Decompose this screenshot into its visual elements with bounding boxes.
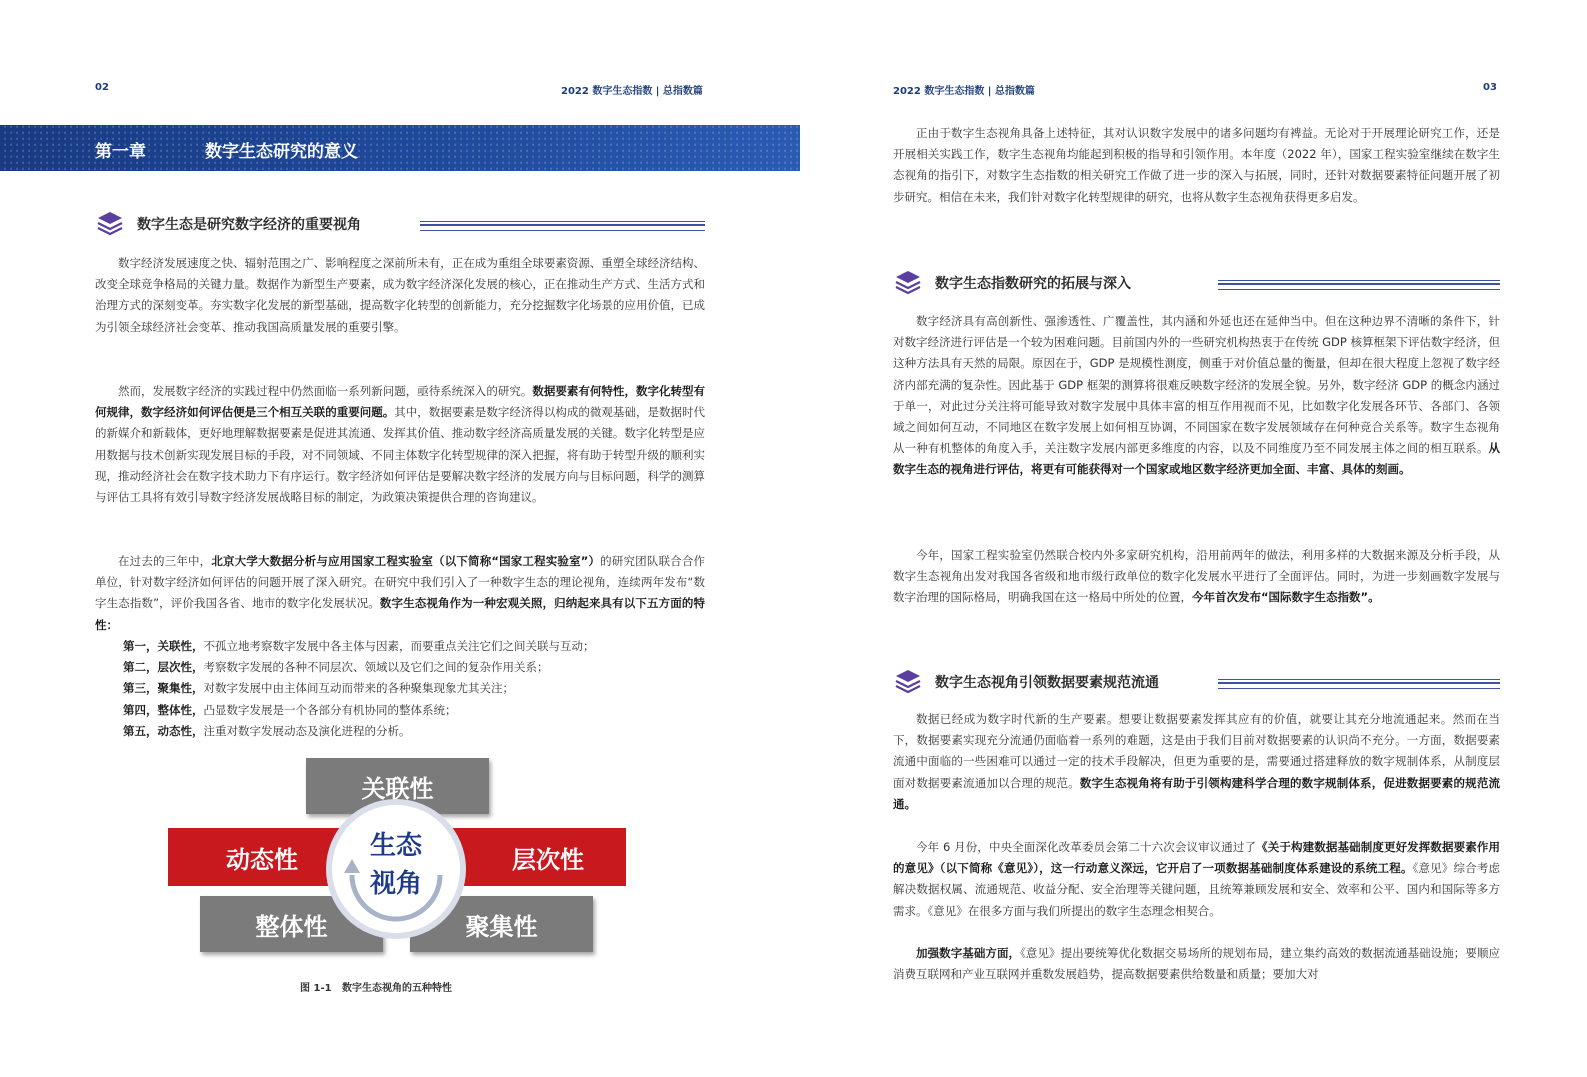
center-circle xyxy=(332,805,460,933)
trait-item xyxy=(95,636,705,657)
trait-item xyxy=(95,678,705,699)
figure-caption xyxy=(300,979,452,994)
paragraph-2 xyxy=(95,381,705,508)
paragraph-3-text-a: 在过去的三年中， xyxy=(118,554,212,568)
paragraph-7 xyxy=(893,837,1500,922)
traits-list xyxy=(95,636,705,742)
paragraph-2-text-c: 其中，数据要素是数字经济得以构成的微观基础，是数据时代的新媒介和新载体，更好地理解数据要素是促进其流通、发挥其价值、推动数字经济高质量发展的关键。数字化转型是应用数据与技术创新实现发展目标的手段，对不同领域、不同主体数字化转型规律的深入把握，将有助于转型升级的顺利实现，推动经济社会在数字技术助力下有序运行。数字经济如何评估是要解决数字经济的发展方向与目标问题，科学的测算与评估工具将有效引导数字经济发展战略目标的制定，为政策决策提供合理的咨询建议。 xyxy=(95,405,705,505)
trait-label: 第二，层次性， xyxy=(123,660,204,675)
trait-item xyxy=(95,657,705,678)
five-traits-diagram xyxy=(168,758,626,963)
paragraph-intro: 正由于数字生态视角具备上述特征，其对认识数字发展中的诸多问题均有裨益。无论对于开展理论研究工作，还是开展相关实践工作，数字生态视角均能起到积极的指导和引领作用。本年度（2022 年），国家工程实验室继续在数字生态视角的指引下，对数字生态指数的相关研究工作做了进一步的深入与拓展，同时，还针对数据要素特征问题开展了初步研究。相信在未来，我们针对数字化转型规律的研究，也将从数字生态视角获得更多启发。 xyxy=(893,126,1500,204)
section-rule xyxy=(1218,679,1500,689)
trait-text: 凸显数字发展是一个各部分有机协同的整体系统； xyxy=(203,702,457,717)
left-running-head: 2022 数字生态指数 | 总指数篇 xyxy=(561,86,703,97)
tile-wholeness: 整体性 xyxy=(200,896,383,952)
section-title: 数字生态视角引领数据要素规范流通 xyxy=(935,675,1159,691)
paragraph-3-bold-b: 北京大学大数据分析与应用国家工程实验室（以下简称“国家工程实验室”） xyxy=(211,554,601,568)
trait-label: 第三，聚集性， xyxy=(123,681,204,696)
trait-text: 不孤立地考察数字发展中各主体与因素，而要重点关注它们之间关联与互动； xyxy=(203,639,595,653)
figure-title: 数字生态视角的五种特性 xyxy=(342,983,453,994)
section-heading-1 xyxy=(95,209,705,237)
chapter-title: 数字生态研究的意义 xyxy=(205,142,358,162)
paragraph-8-text: 《意见》提出要统筹优化数据交易场所的规划布局，建立集约高效的数据流通基础设施；要顺应消费互联网和产业互联网并重数发展趋势，提高数据要素供给数量和质量；要加大对 xyxy=(893,946,1501,982)
center-label-line1: 生态 xyxy=(369,831,422,861)
trait-text: 对数字发展中由主体间互动而带来的各种聚集现象尤其关注； xyxy=(203,681,514,696)
paragraph-3-text-c: 的研究团队联合合作单位，针对数字经济如何评估的问题开展了深入研究。在研究中我们引入了一种数字生态的理论视角，连续两年发布“数字生态指数”，评价我国各省、地市的数字化发展状况。 xyxy=(95,554,705,611)
chapter-number: 第一章 xyxy=(95,142,146,162)
trait-text: 考察数字发展的各种不同层次、领域以及它们之间的复杂作用关系； xyxy=(203,660,549,675)
layers-icon xyxy=(95,209,125,239)
trait-text: 注重对数字发展动态及演化进程的分析。 xyxy=(203,723,411,738)
tile-hierarchy: 层次性 xyxy=(512,845,584,874)
paragraph-2-text-a: 然而，发展数字经济的实践过程中仍然面临一系列新问题，亟待系统深入的研究。 xyxy=(118,384,533,398)
trait-item xyxy=(95,700,705,721)
paragraph-4-text: 数字经济具有高创新性、强渗透性、广覆盖性，其内涵和外延也还在延伸当中。但在这种边界不清晰的条件下，针对数字经济进行评估是一个较为困难问题。目前国内外的一些研究机构热衷于在传统 GDP 核算框架下评估数字经济，但这种方法具有天然的局限。原因在于，GDP 是规模性测度，侧重于对价值总量的衡量，但却在很大程度上忽视了数字经济内部充满的复杂性。因此基于 GDP 框架的测算将很难反映数字经济的发展全貌。另外，数字经济 GDP 的概念内涵过于单一，对此过分关注将可能导致对数字发展中具体丰富的相互作用视而不见，比如数字化发展各环节、各部门、各领域之间如何互动，不同地区在数字发展上如何相互协调，不同国家在数字发展领域存在何种竞合关系等。数字生态视角从一种有机整体的角度入手，关注数字发展内部更多维度的内容，以及不同维度乃至不同发展主体之间的相互联系。 xyxy=(893,314,1501,456)
right-running-head: 2022 数字生态指数 | 总指数篇 xyxy=(893,86,1035,97)
trait-item xyxy=(95,721,705,742)
paragraph-5-bold: 今年首次发布“国际数字生态指数”。 xyxy=(1192,590,1380,605)
paragraph-7-text-a: 今年 6 月份，中央全面深化改革委员会第二十六次会议审议通过了 xyxy=(916,840,1257,854)
paragraph-5-text: 今年，国家工程实验室仍然联合校内外多家研究机构，沿用前两年的做法，利用多样的大数据来源及分析手段，从数字生态视角出发对我国各省级和地市级行政单位的数字化发展水平进行了全面评估。同时，为进一步刻画数字发展与数字治理的国际格局，明确我国在这一格局中所处的位置， xyxy=(893,548,1500,605)
paragraph-6-bold: 数字生态视角将有助于引领构建科学合理的数字规制体系，促进数据要素的规范流通。 xyxy=(893,775,1501,811)
paragraph-1: 数字经济发展速度之快、辐射范围之广、影响程度之深前所未有，正在成为重组全球要素资源、重塑全球经济结构、改变全球竞争格局的关键力量。数据作为新型生产要素，成为数字经济深化发展的核心，正在推动生产方式、生活方式和治理方式的深刻变革。夯实数字化发展的新型基础，提高数字化转型的创新能力，充分挖掘数字化场景的应用价值，已成为引领全球经济社会变革、推动我国高质量发展的重要引擎。 xyxy=(95,256,705,334)
tile-aggregation: 聚集性 xyxy=(410,896,593,952)
section-heading-3 xyxy=(893,667,1500,695)
trait-label: 第五，动态性， xyxy=(123,723,204,738)
section-rule xyxy=(420,221,705,231)
paragraph-8-bold: 加强数字基础方面， xyxy=(916,946,1021,960)
section-heading-2 xyxy=(893,268,1500,296)
section-rule xyxy=(1218,280,1500,290)
paragraph-7-bold: 《关于构建数据基础制度更好发挥数据要素作用的意见》（以下简称《意见》），这一行动意义深远，它开启了一项数据基础制度体系建设的系统工程。 xyxy=(893,840,1501,876)
paragraph-7-text-c: 《意见》综合考虑解决数据权属、流通规范、收益分配、安全治理等关键问题，且统筹兼顾发展和安全、效率和公平、国内和国际等多方需求。《意见》在很多方面与我们所提出的数字生态理念相契合。 xyxy=(893,861,1501,918)
paragraph-4-bold: 从数字生态的视角进行评估，将更有可能获得对一个国家或地区数字经济更加全面、丰富、具体的刻画。 xyxy=(893,441,1500,477)
trait-label: 第一，关联性， xyxy=(123,639,204,653)
paragraph-6 xyxy=(893,709,1500,815)
center-label-line2: 视角 xyxy=(369,869,422,899)
section-title: 数字生态指数研究的拓展与深入 xyxy=(935,276,1131,292)
trait-label: 第四，整体性， xyxy=(123,702,204,717)
paragraph-8 xyxy=(893,943,1500,985)
paragraph-5 xyxy=(893,545,1500,609)
layers-icon xyxy=(893,268,923,298)
figure-number: 图 1-1 xyxy=(300,983,332,994)
tile-dynamic: 动态性 xyxy=(168,828,626,886)
paragraph-4 xyxy=(893,311,1500,481)
paragraph-3-bold-d: 数字生态视角作为一种宏观关照，归纳起来具有以下五方面的特性： xyxy=(95,596,705,632)
center-label xyxy=(332,827,460,903)
tile-connectivity: 关联性 xyxy=(306,758,489,814)
chapter-banner xyxy=(0,125,800,171)
left-page-number: 02 xyxy=(95,82,109,93)
layers-icon xyxy=(893,667,923,697)
paragraph-6-text: 数据已经成为数字时代新的生产要素。想要让数据要素发挥其应有的价值，就要让其充分地流通起来。然而在当下，数据要素实现充分流通仍面临着一系列的难题，这是由于我们目前对数据要素的认识尚不充分。一方面，数据要素流通中面临的一些困难可以通过一定的技术手段解决，但更为重要的是，需要通过搭建释放的数字规制体系，从制度层面对数据要素流通加以合理的规范。 xyxy=(893,712,1500,790)
paragraph-2-bold: 数据要素有何特性，数字化转型有何规律，数字经济如何评估便是三个相互关联的重要问题。 xyxy=(95,384,705,420)
paragraph-3 xyxy=(95,551,705,636)
right-page-number: 03 xyxy=(1483,82,1497,93)
section-title: 数字生态是研究数字经济的重要视角 xyxy=(137,217,361,233)
